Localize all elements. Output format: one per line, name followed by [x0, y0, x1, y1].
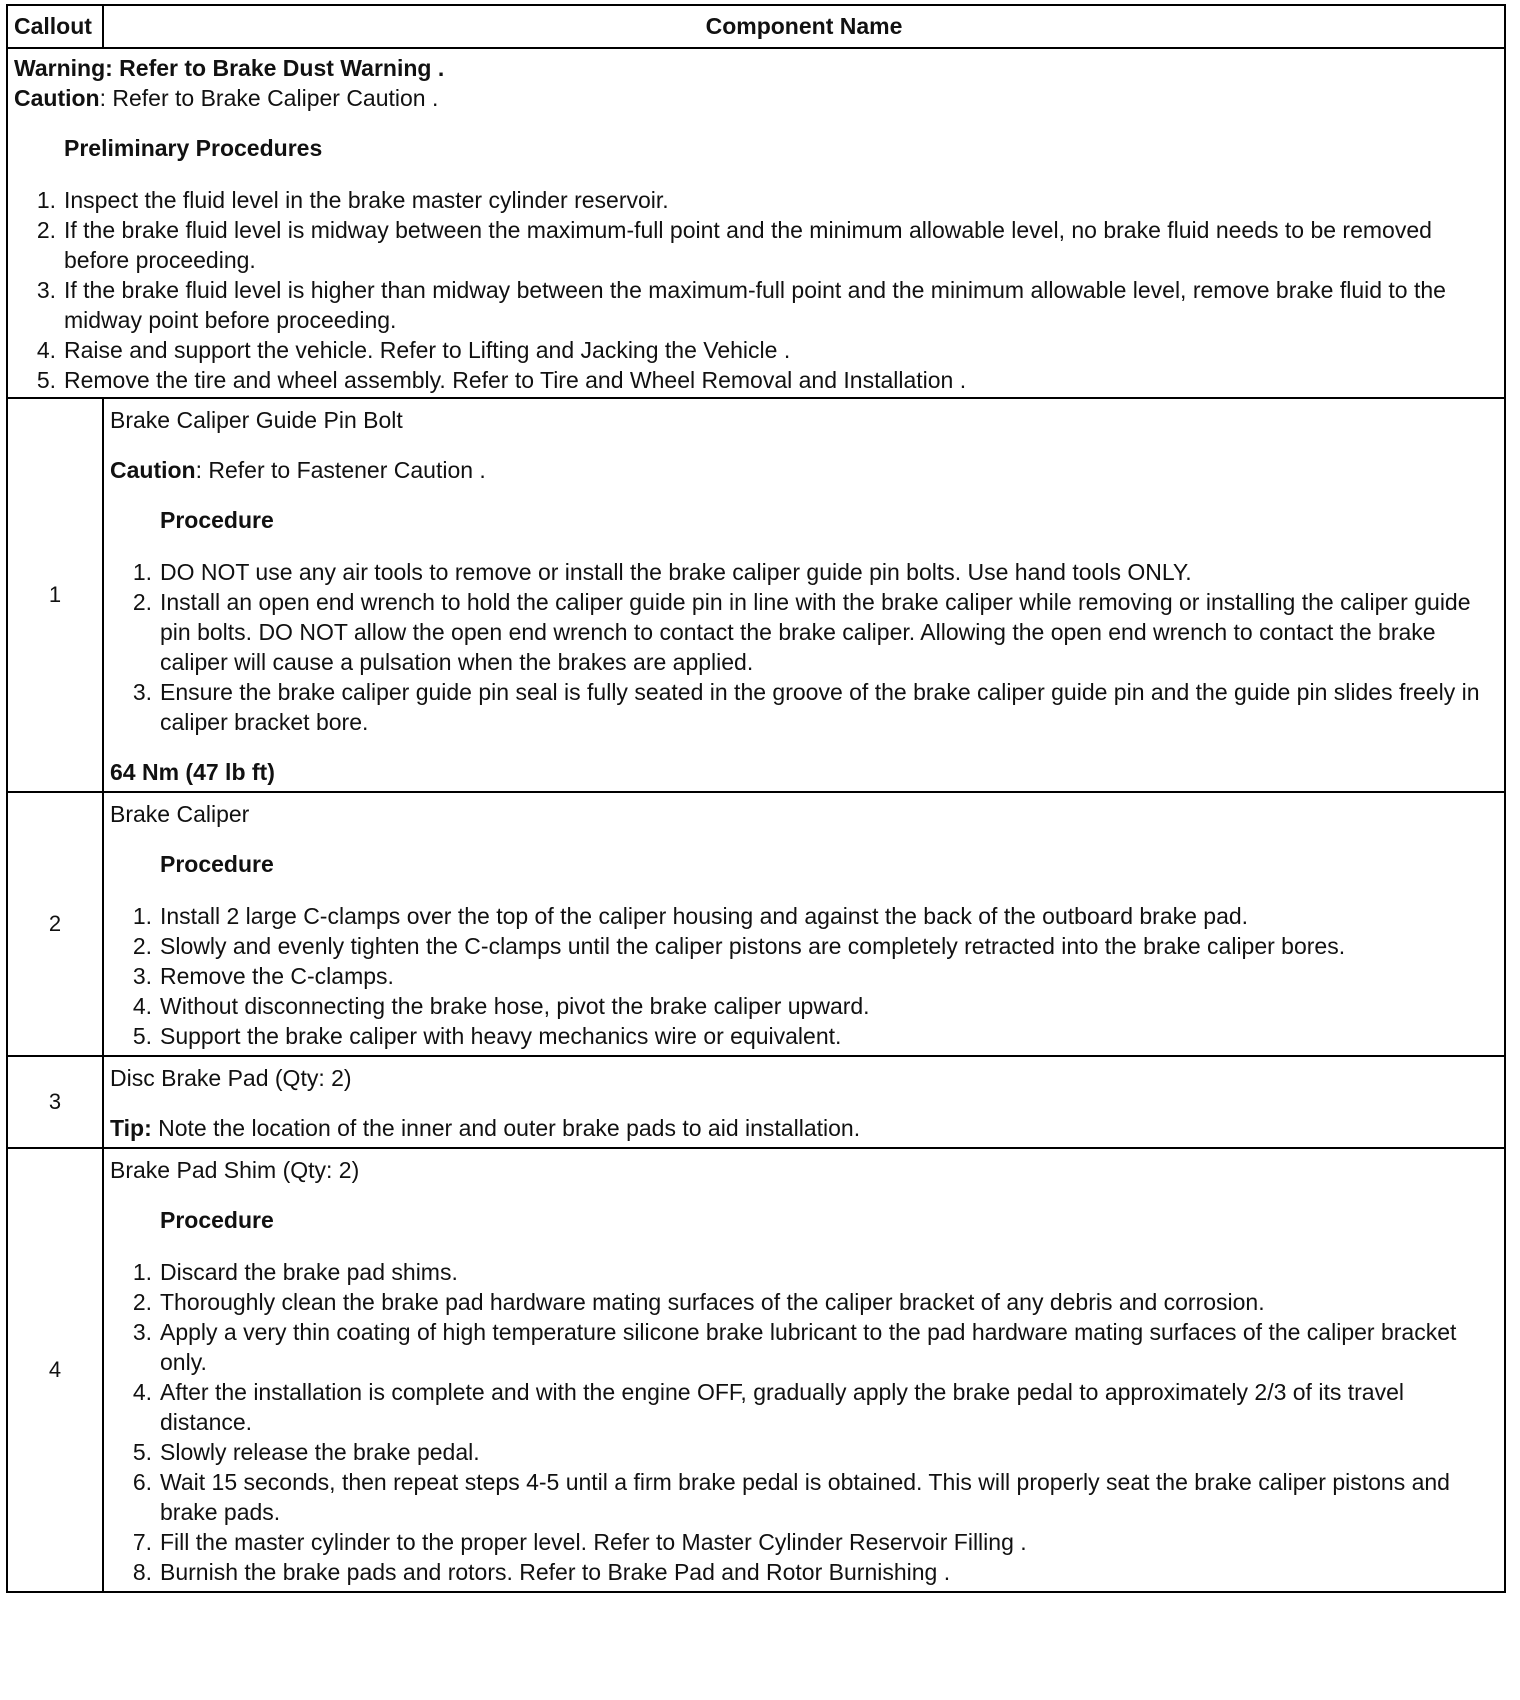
- callout-number: 2: [7, 792, 103, 1056]
- callout-number: 3: [7, 1056, 103, 1148]
- procedure-heading: Procedure: [160, 1207, 274, 1233]
- tip-line: [110, 1113, 1498, 1143]
- callout-number: 1: [7, 398, 103, 792]
- warning-label: Warning:: [14, 55, 113, 81]
- procedure-steps: [110, 901, 1498, 1051]
- component-cell: [104, 1149, 1504, 1591]
- list-item: 4. Without disconnecting the brake hose, pivot the brake caliper upward.: [132, 993, 870, 1019]
- procedure-table: [6, 4, 1506, 1593]
- table-row: [7, 1056, 1505, 1148]
- caution-text: : Refer to Brake Caliper Caution .: [99, 85, 439, 111]
- preliminary-section: [8, 49, 1504, 397]
- table-row: [7, 398, 1505, 792]
- list-item: 1. DO NOT use any air tools to remove or install the brake caliper guide pin bolts. Use hand tools ONLY.: [132, 559, 1192, 585]
- callout-column-header: Callout: [7, 5, 103, 48]
- component-name: Brake Caliper: [110, 801, 250, 827]
- list-item: 3. Apply a very thin coating of high temperature silicone brake lubricant to the pad hardware mating surfaces of the caliper bracket only.: [132, 1319, 1457, 1375]
- procedure-heading: Procedure: [160, 507, 274, 533]
- list-item: 6. Wait 15 seconds, then repeat steps 4-5 until a firm brake pedal is obtained. This will properly seat the brake caliper pistons and brake pads.: [132, 1469, 1450, 1525]
- torque-spec: 64 Nm (47 lb ft): [110, 759, 275, 785]
- caution-text: : Refer to Fastener Caution .: [195, 457, 486, 483]
- list-item: 1. Install 2 large C-clamps over the top of the caliper housing and against the back of the outboard brake pad.: [132, 903, 1249, 929]
- list-item: 5. Slowly release the brake pedal.: [132, 1439, 480, 1465]
- list-item: 2. If the brake fluid level is midway between the maximum-full point and the minimum allowable level, no brake fluid needs to be removed before proceeding.: [36, 217, 1432, 273]
- component-column-header: Component Name: [103, 5, 1505, 48]
- list-item: 1. Inspect the fluid level in the brake master cylinder reservoir.: [36, 187, 669, 213]
- callout-number: 4: [7, 1148, 103, 1592]
- list-item: 5. Remove the tire and wheel assembly. Refer to Tire and Wheel Removal and Installation .: [36, 367, 967, 393]
- component-name: Brake Caliper Guide Pin Bolt: [110, 407, 403, 433]
- component-name: Disc Brake Pad (Qty: 2): [110, 1065, 352, 1091]
- table-header-row: [7, 5, 1505, 48]
- list-item: 2. Install an open end wrench to hold the caliper guide pin in line with the brake caliper while removing or installing the caliper guide pin bolts. DO NOT allow the open end wrench to contact the brake caliper. Allowing the open end wrench to contact the brake caliper will cause a pulsation when the brakes are applied.: [132, 589, 1471, 675]
- preliminary-heading: Preliminary Procedures: [64, 135, 323, 161]
- list-item: 7. Fill the master cylinder to the proper level. Refer to Master Cylinder Reservoir Filling .: [132, 1529, 1027, 1555]
- warning-line: [14, 53, 1498, 83]
- tip-text: Note the location of the inner and outer brake pads to aid installation.: [151, 1115, 861, 1141]
- warning-text: Refer to Brake Dust Warning .: [112, 55, 445, 81]
- caution-line: [110, 455, 1498, 485]
- list-item: 3. Remove the C-clamps.: [132, 963, 394, 989]
- component-name: Brake Pad Shim (Qty: 2): [110, 1157, 360, 1183]
- list-item: 8. Burnish the brake pads and rotors. Refer to Brake Pad and Rotor Burnishing .: [132, 1559, 951, 1585]
- list-item: 5. Support the brake caliper with heavy mechanics wire or equivalent.: [132, 1023, 842, 1049]
- list-item: 3. If the brake fluid level is higher than midway between the maximum-full point and the minimum allowable level, remove brake fluid to the midway point before proceeding.: [36, 277, 1446, 333]
- component-cell: [104, 399, 1504, 791]
- list-item: 3. Ensure the brake caliper guide pin seal is fully seated in the groove of the brake caliper guide pin and the guide pin slides freely in caliper bracket bore.: [132, 679, 1480, 735]
- tip-label: Tip:: [110, 1115, 152, 1141]
- table-row: [7, 1148, 1505, 1592]
- caution-label: Caution: [14, 85, 100, 111]
- procedure-steps: [110, 557, 1498, 737]
- component-cell: [104, 793, 1504, 1055]
- procedure-steps: [110, 1257, 1498, 1587]
- list-item: 2. Slowly and evenly tighten the C-clamps until the caliper pistons are completely retracted into the brake caliper bores.: [132, 933, 1346, 959]
- list-item: 1. Discard the brake pad shims.: [132, 1259, 458, 1285]
- preliminary-row: [7, 48, 1505, 398]
- table-row: [7, 792, 1505, 1056]
- list-item: 4. After the installation is complete and with the engine OFF, gradually apply the brake pedal to approximately 2/3 of its travel distance.: [132, 1379, 1404, 1435]
- procedure-heading: Procedure: [160, 851, 274, 877]
- list-item: 2. Thoroughly clean the brake pad hardware mating surfaces of the caliper bracket of any debris and corrosion.: [132, 1289, 1265, 1315]
- list-item: 4. Raise and support the vehicle. Refer to Lifting and Jacking the Vehicle .: [36, 337, 791, 363]
- component-cell: [104, 1057, 1504, 1147]
- caution-line: [14, 83, 1498, 113]
- preliminary-steps: [14, 185, 1498, 395]
- caution-label: Caution: [110, 457, 196, 483]
